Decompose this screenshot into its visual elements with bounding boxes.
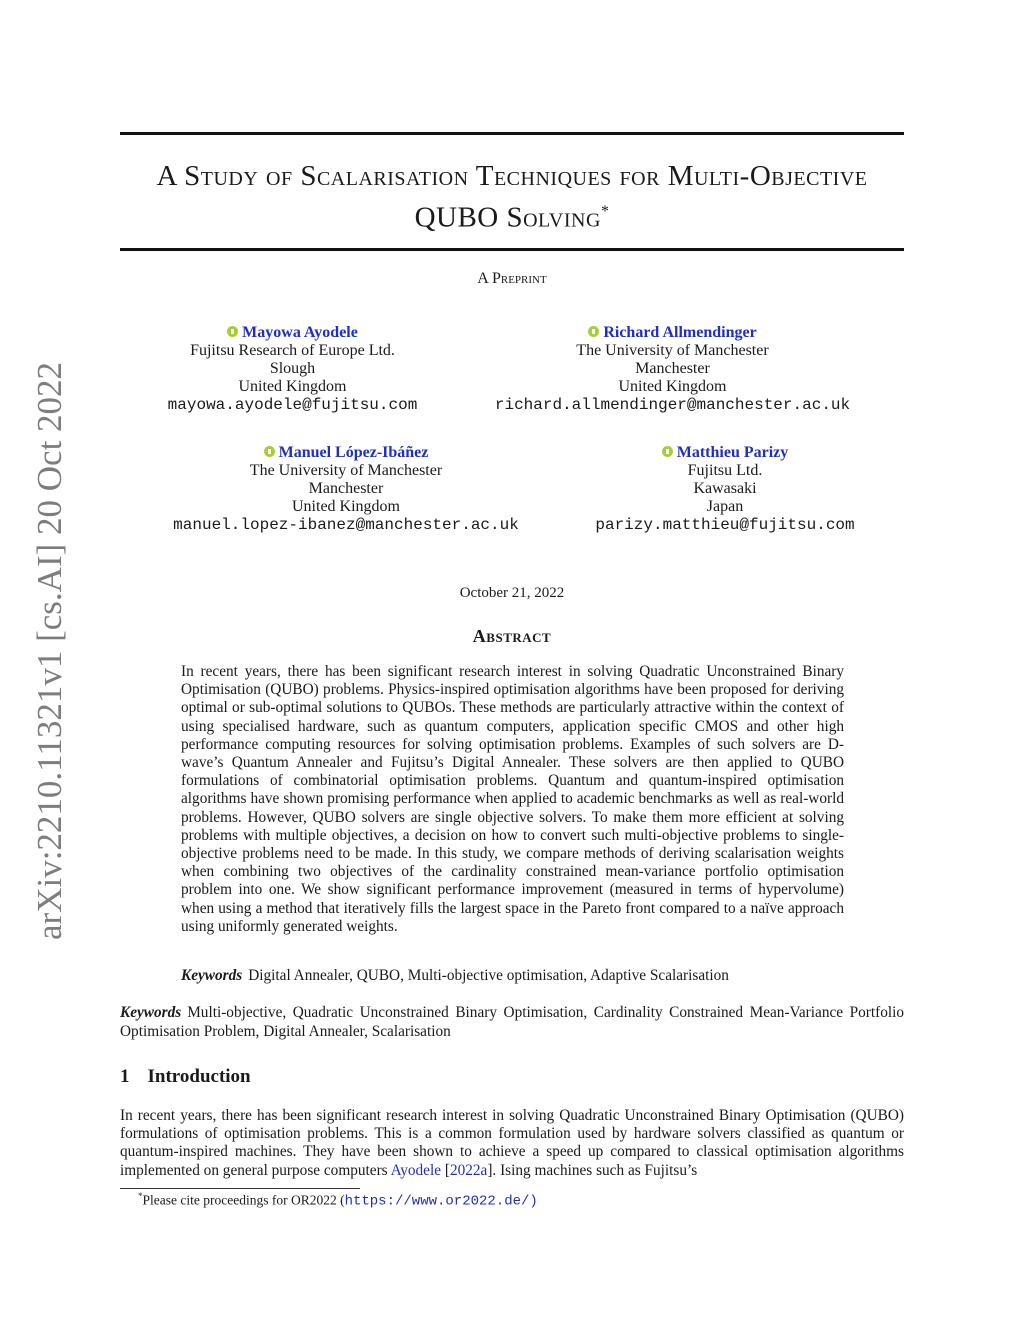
author-country: United Kingdom (618, 378, 727, 395)
paper-title (120, 158, 904, 236)
orcid-icon[interactable] (588, 326, 599, 337)
footnote (138, 1191, 538, 1210)
footnote-mark: * (138, 1191, 143, 1201)
author-city: Manchester (308, 480, 384, 497)
author-email[interactable]: richard.allmendinger@manchester.ac.uk (494, 396, 851, 414)
citation-year-link[interactable]: 2022a (449, 1161, 488, 1179)
intro-paragraph (120, 1107, 904, 1180)
title-line-1: A Study of Scalarisation Techniques for Multi-Objective (156, 160, 868, 192)
author-affiliation: The University of Manchester (576, 342, 769, 359)
abstract-heading: Abstract (472, 626, 552, 646)
author-email[interactable]: manuel.lopez-ibanez@manchester.ac.uk (173, 516, 519, 534)
author-block-4 (560, 444, 890, 534)
keywords-label: Keywords (181, 967, 243, 984)
title-bottom-rule (120, 248, 904, 251)
citation-bracket: [ (441, 1161, 450, 1179)
footnote-url-link[interactable]: https://www.or2022.de/) (344, 1193, 538, 1210)
section-heading (120, 1066, 251, 1088)
intro-text-cont: ]. Ising machines such as Fujitsu’s (487, 1161, 698, 1179)
author-city: Kawasaki (693, 480, 757, 497)
footnote-text: Please cite proceedings for OR2022 ( (142, 1192, 345, 1208)
author-country: Japan (706, 498, 744, 515)
author-email[interactable]: mayowa.ayodele@fujitsu.com (167, 396, 418, 414)
author-country: United Kingdom (292, 498, 400, 515)
author-affiliation: Fujitsu Ltd. (687, 462, 763, 479)
orcid-icon[interactable] (662, 446, 673, 457)
title-line-2: QUBO Solving (414, 201, 601, 234)
author-name-4[interactable]: Matthieu Parizy (560, 444, 890, 462)
author-city: Manchester (635, 360, 710, 377)
abstract-keywords (181, 967, 844, 985)
orcid-icon[interactable] (227, 326, 238, 337)
abstract-text: In recent years, there has been significant research interest in solving Quadratic Unconstrained Binary Optimisation (QUBO) problems. Physics-inspired optimisation algorithms have been proposed for deriving optimal or sub-optimal solutions to QUBOs. These methods are particularly attractive within the context of using specialised hardware, such as quantum computers, application specific CMOS and other high performance computing resources for solving optimisation problems. Examples of such solvers are D-wave’s Quantum Annealer and Fujitsu’s Digital Annealer. These solvers are then applied to QUBO formulations of combinatorial optimisation problems. Quantum and quantum-inspired optimisation algorithms have shown promising performance when applied to academic benchmarks as well as real-world problems. However, QUBO solvers are single objective solvers. To make them more efficient at solving problems with multiple objectives, a decision on how to convert such multi-objective problems to single-objective problems need to be made. In this study, we compare methods of deriving scalarisation weights when combining two objectives of the cardinality constrained mean-variance portfolio optimisation problem into one. We show significant performance improvement (measured in terms of hypervolume) when using a method that iteratively fills the largest space in the Pareto front compared to a naïve approach using uniformly generated weights. (181, 663, 844, 935)
section-number: 1 (120, 1066, 130, 1087)
section-title: Introduction (147, 1066, 251, 1087)
citation-author-link[interactable]: Ayodele (390, 1161, 442, 1179)
arxiv-stamp: arXiv:2210.11321v1 [cs.AI] 20 Oct 2022 (30, 361, 69, 940)
title-footnote-mark[interactable]: * (600, 203, 610, 220)
author-block-2 (465, 324, 880, 414)
intro-text: In recent years, there has been significant research interest in solving Quadratic Unconstrained Binary Optimisation (QUBO) formulations of optimisation problems. This is a common formulation used by hardware solvers classified as quantum or quantum-inspired machines. They have been shown to achieve a speed up compared to classical optimisation algorithms implemented on general purpose computers (120, 1107, 904, 1179)
author-affiliation: Fujitsu Research of Europe Ltd. (190, 342, 395, 359)
footnote-rule (120, 1188, 360, 1189)
author-affiliation: The University of Manchester (249, 462, 443, 479)
keywords-label: Keywords (120, 1004, 182, 1021)
keywords-text: Digital Annealer, QUBO, Multi-objective optimisation, Adaptive Scalarisation (248, 967, 729, 984)
keywords-text: Multi-objective, Quadratic Unconstrained Binary Optimisation, Cardinality Constrained Mean-Variance Portfolio Optimisation Problem, Digital Annealer, Scalarisation (120, 1004, 904, 1040)
main-keywords (120, 1004, 904, 1041)
title-top-rule (120, 132, 904, 135)
author-block-3 (140, 444, 552, 534)
author-name-2[interactable]: Richard Allmendinger (465, 324, 880, 342)
paper-date: October 21, 2022 (459, 585, 565, 601)
orcid-icon[interactable] (264, 446, 275, 457)
author-country: United Kingdom (238, 378, 347, 395)
preprint-label: A Preprint (477, 270, 547, 287)
author-city: Slough (269, 360, 316, 377)
author-name-1[interactable]: Mayowa Ayodele (120, 324, 465, 342)
author-email[interactable]: parizy.matthieu@fujitsu.com (595, 516, 855, 534)
author-name-3[interactable]: Manuel López-Ibáñez (140, 444, 552, 462)
author-block-1 (120, 324, 465, 414)
